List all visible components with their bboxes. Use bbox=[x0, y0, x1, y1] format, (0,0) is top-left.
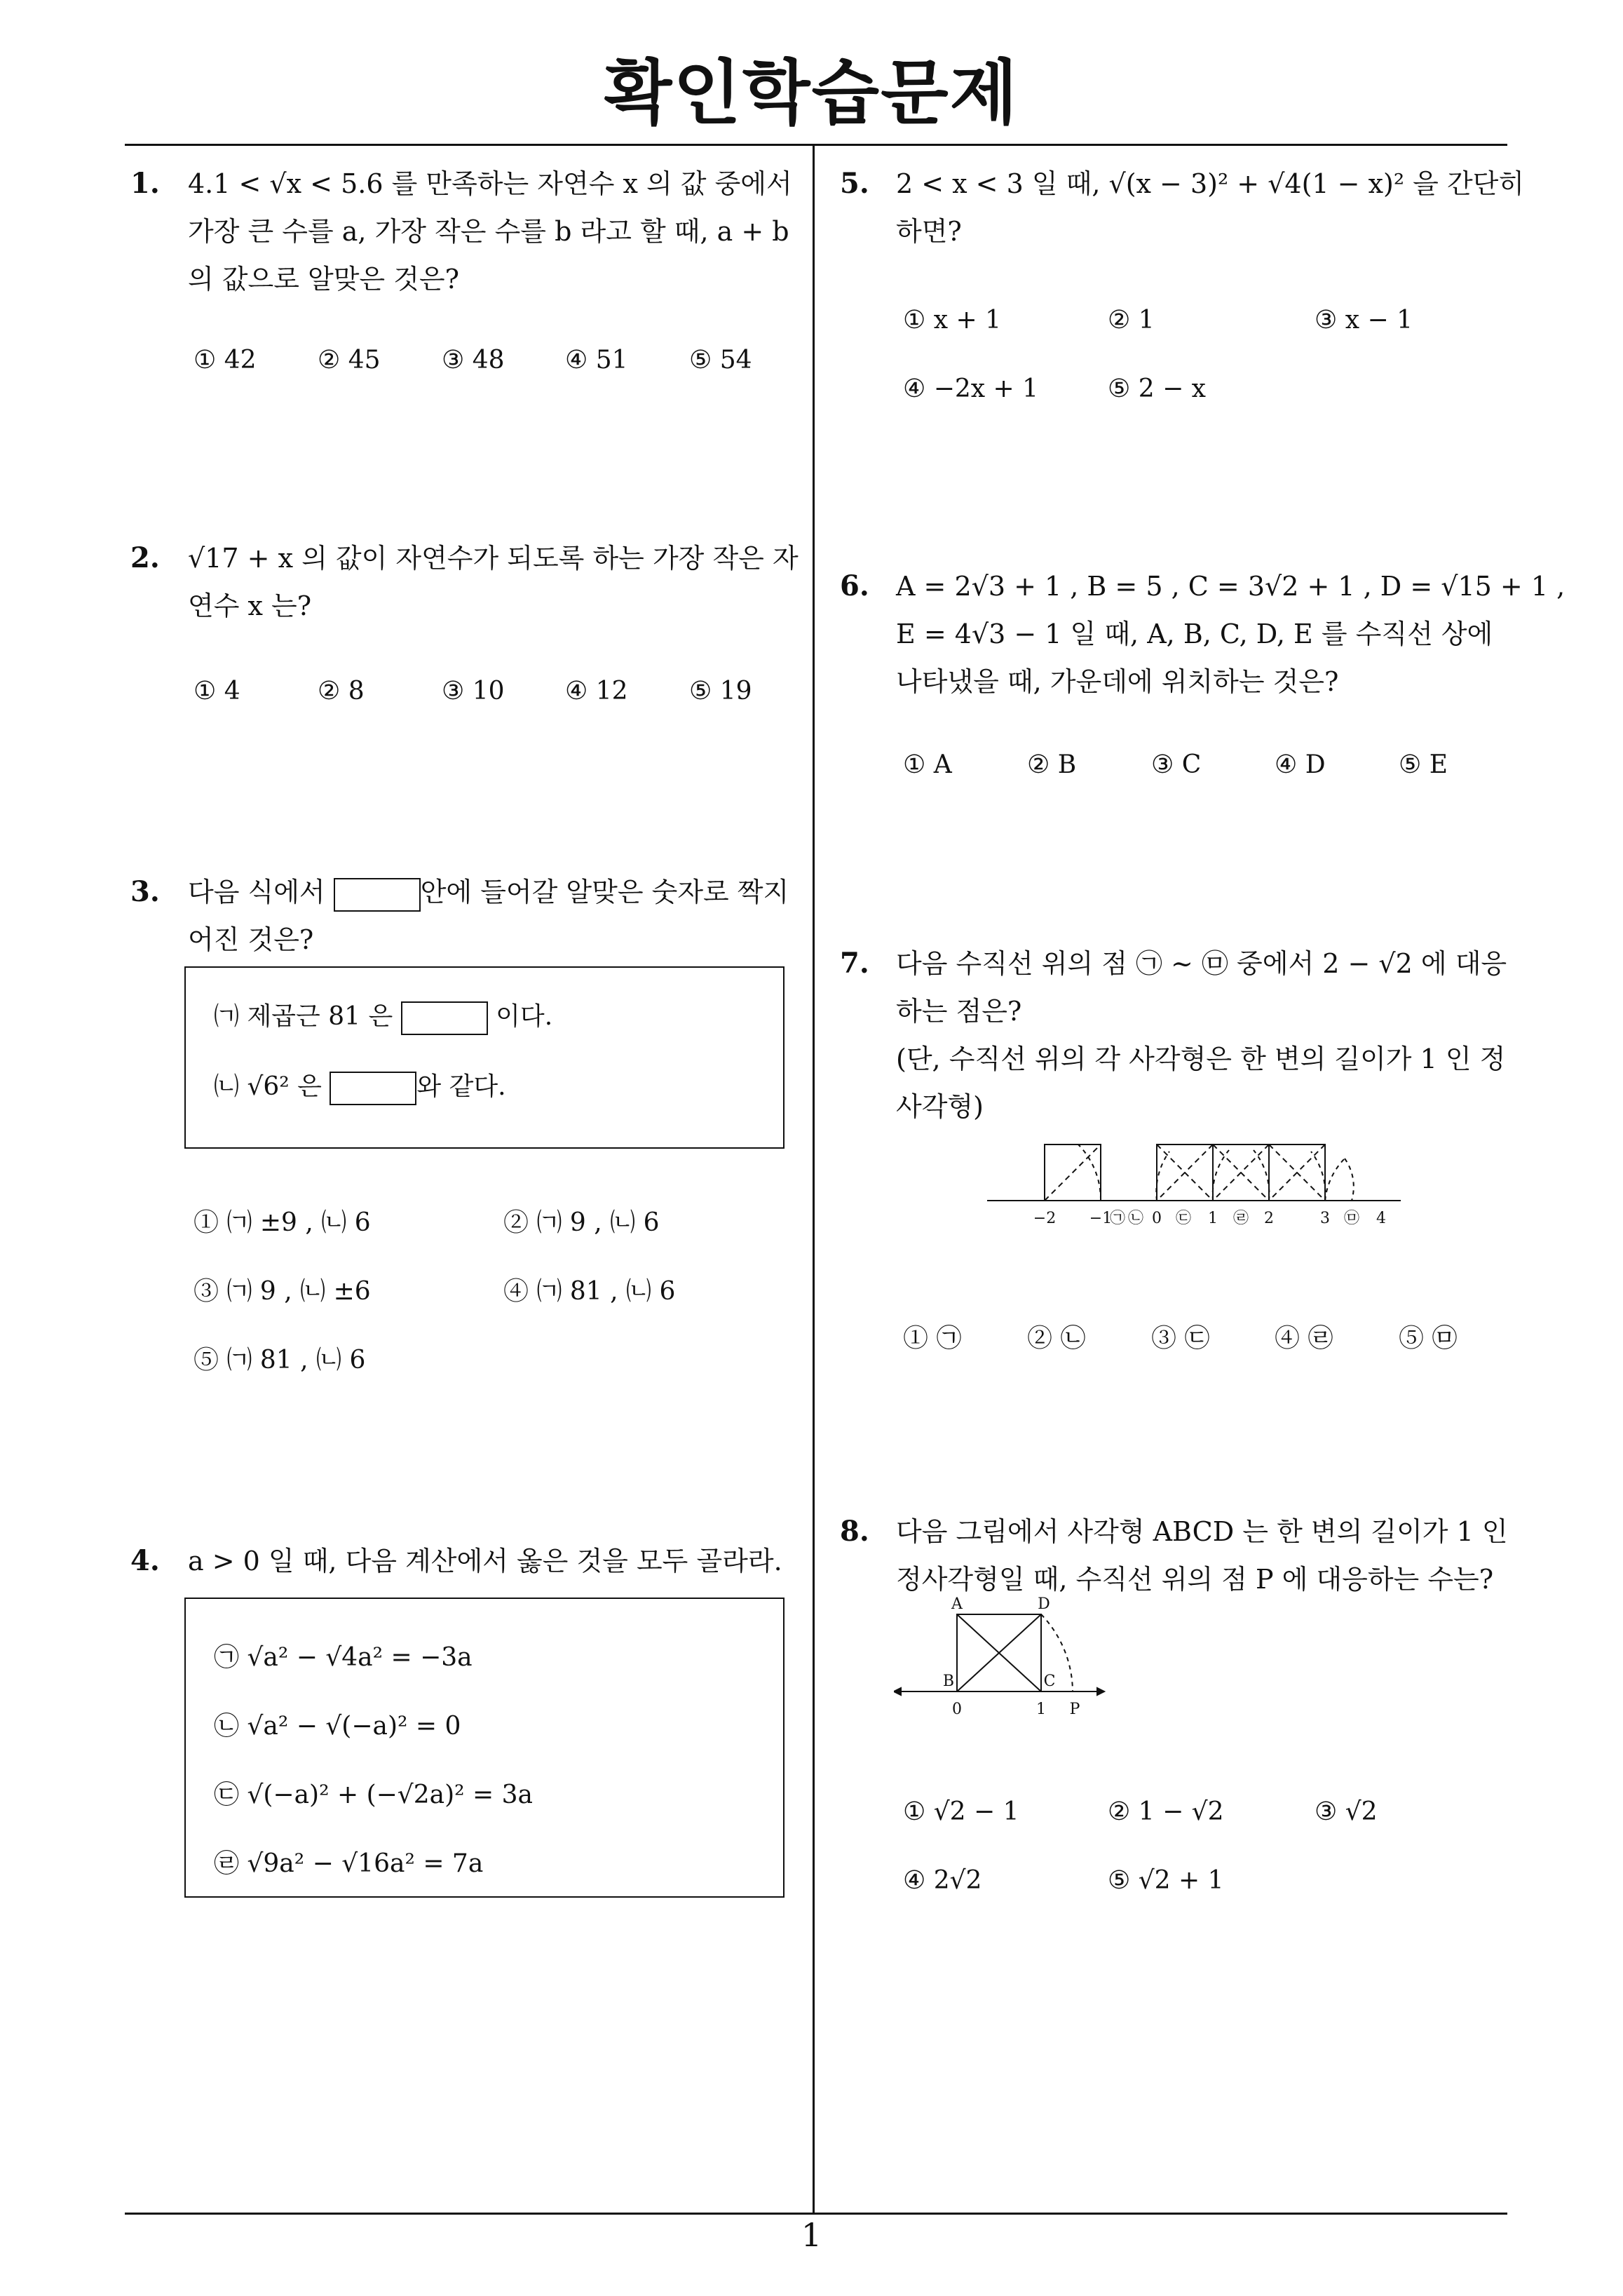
top-rule bbox=[125, 144, 1507, 146]
answer-blank bbox=[334, 878, 421, 912]
question-number: 1. bbox=[130, 167, 160, 200]
choice-1[interactable]: ① 42 bbox=[193, 346, 257, 374]
point-label: ㉠ bbox=[1109, 1210, 1126, 1227]
question-line: 연수 x 는? bbox=[188, 590, 312, 621]
choice-2[interactable]: ② 1 − √2 bbox=[1108, 1797, 1224, 1826]
question-number: 3. bbox=[130, 875, 160, 908]
question-text bbox=[896, 940, 1507, 1130]
question-line: 2 < x < 3 일 때, √(x − 3)² + √4(1 − x)² 을 간단히 bbox=[896, 168, 1525, 199]
question-line: 다음 수직선 위의 점 ㉠ ~ ㉤ 중에서 2 − √2 에 대응 bbox=[896, 948, 1507, 979]
tick-label: 1 bbox=[1036, 1701, 1046, 1718]
condition-box bbox=[184, 1598, 785, 1898]
choice-2[interactable]: ② ㈀ 9 , ㈁ 6 bbox=[503, 1208, 660, 1237]
choice-4[interactable]: ④ −2x + 1 bbox=[903, 374, 1039, 403]
bottom-rule bbox=[125, 2213, 1507, 2215]
choice-4[interactable]: ④ 2√2 bbox=[903, 1866, 982, 1895]
question-number: 7. bbox=[840, 947, 869, 980]
choice-1[interactable]: ① ㉠ bbox=[903, 1324, 962, 1353]
choice-2[interactable]: ② ㉡ bbox=[1027, 1324, 1086, 1353]
choice-3[interactable]: ③ ㈀ 9 , ㈁ ±6 bbox=[193, 1277, 371, 1306]
choice-2[interactable]: ② 8 bbox=[318, 677, 365, 705]
question-number: 5. bbox=[840, 167, 869, 200]
point-label: ㉡ bbox=[1127, 1210, 1144, 1227]
question-line: 어진 것은? bbox=[188, 924, 314, 955]
question-line: (단, 수직선 위의 각 사각형은 한 변의 길이가 1 인 정 bbox=[896, 1044, 1506, 1074]
choice-4[interactable]: ④ ㈀ 81 , ㈁ 6 bbox=[503, 1277, 676, 1306]
point-label: P bbox=[1069, 1701, 1080, 1718]
question-text bbox=[188, 534, 799, 630]
point-label: ㉢ bbox=[1175, 1210, 1192, 1227]
choice-5[interactable]: ⑤ 19 bbox=[689, 677, 752, 705]
choice-5[interactable]: ⑤ ㉤ bbox=[1399, 1324, 1458, 1353]
question-text bbox=[188, 868, 789, 964]
question-line: 하면? bbox=[896, 216, 962, 247]
point-label: ㉣ bbox=[1232, 1210, 1249, 1227]
page-number: 1 bbox=[801, 2216, 822, 2254]
choice-2[interactable]: ② 1 bbox=[1108, 306, 1155, 335]
square-figure bbox=[894, 1593, 1118, 1727]
question-line: 다음 그림에서 사각형 ABCD 는 한 변의 길이가 1 인 bbox=[896, 1516, 1508, 1547]
question-line: 정사각형일 때, 수직선 위의 점 P 에 대응하는 수는? bbox=[896, 1564, 1494, 1595]
choice-1[interactable]: ① 4 bbox=[193, 677, 240, 705]
tick-label: 2 bbox=[1264, 1210, 1274, 1227]
answer-blank bbox=[401, 1001, 488, 1035]
choice-3[interactable]: ③ 48 bbox=[442, 346, 505, 374]
tick-label: 3 bbox=[1320, 1210, 1330, 1227]
choice-1[interactable]: ① x + 1 bbox=[903, 306, 1001, 335]
question-line: 나타냈을 때, 가운데에 위치하는 것은? bbox=[896, 666, 1339, 697]
tick-label: 1 bbox=[1208, 1210, 1218, 1227]
choice-4[interactable]: ④ ㉣ bbox=[1275, 1324, 1333, 1353]
choice-5[interactable]: ⑤ E bbox=[1399, 750, 1448, 779]
question-number: 4. bbox=[130, 1544, 160, 1577]
vertex-label: C bbox=[1043, 1673, 1056, 1690]
condition-row: ㉣ √9a² − √16a² = 7a bbox=[214, 1849, 484, 1878]
condition-box bbox=[184, 966, 785, 1149]
question-text bbox=[188, 160, 792, 303]
tick-label: 0 bbox=[952, 1701, 962, 1718]
number-line-figure bbox=[987, 1137, 1401, 1236]
question-line: A = 2√3 + 1 , B = 5 , C = 3√2 + 1 , D = √15 + 1 , bbox=[896, 571, 1566, 602]
tick-label: −2 bbox=[1033, 1210, 1057, 1227]
tick-label: 4 bbox=[1376, 1210, 1386, 1227]
question-line: √17 + x 의 값이 자연수가 되도록 하는 가장 작은 자 bbox=[188, 543, 799, 574]
question-text bbox=[188, 1537, 782, 1585]
page-title: 확인학습문제 bbox=[604, 52, 1019, 134]
choice-1[interactable]: ① ㈀ ±9 , ㈁ 6 bbox=[193, 1208, 371, 1237]
tick-label: −1 bbox=[1089, 1210, 1113, 1227]
question-number: 2. bbox=[130, 541, 160, 574]
column-divider bbox=[813, 144, 815, 2214]
condition-row: ㉢ √(−a)² + (−√2a)² = 3a bbox=[214, 1781, 533, 1809]
question-line: 하는 점은? bbox=[896, 996, 1022, 1027]
question-line: 가장 큰 수를 a, 가장 작은 수를 b 라고 할 때, a + b bbox=[188, 216, 789, 247]
condition-row: ㈁ √6² 은 와 같다. bbox=[214, 1063, 506, 1111]
question-text bbox=[896, 562, 1565, 705]
choice-5[interactable]: ⑤ 54 bbox=[689, 346, 752, 374]
choice-5[interactable]: ⑤ ㈀ 81 , ㈁ 6 bbox=[193, 1346, 366, 1375]
choice-4[interactable]: ④ D bbox=[1275, 750, 1326, 779]
condition-row: ㉡ √a² − √(−a)² = 0 bbox=[214, 1712, 461, 1741]
choice-1[interactable]: ① A bbox=[903, 750, 952, 779]
point-label: ㉤ bbox=[1343, 1210, 1360, 1227]
question-text bbox=[896, 1508, 1508, 1603]
choice-3[interactable]: ③ √2 bbox=[1315, 1797, 1378, 1826]
vertex-label: B bbox=[942, 1673, 955, 1690]
condition-row: ㈀ 제곱근 81 은 이다. bbox=[214, 993, 552, 1041]
choice-1[interactable]: ① √2 − 1 bbox=[903, 1797, 1019, 1826]
choice-3[interactable]: ③ C bbox=[1151, 750, 1202, 779]
choice-5[interactable]: ⑤ 2 − x bbox=[1108, 374, 1206, 403]
answer-blank bbox=[330, 1072, 416, 1105]
question-line: a > 0 일 때, 다음 계산에서 옳은 것을 모두 골라라. bbox=[188, 1546, 782, 1576]
vertex-label: D bbox=[1038, 1595, 1050, 1613]
choice-3[interactable]: ③ x − 1 bbox=[1315, 306, 1413, 335]
question-line: 4.1 < √x < 5.6 를 만족하는 자연수 x 의 값 중에서 bbox=[188, 168, 792, 199]
choice-4[interactable]: ④ 12 bbox=[565, 677, 628, 705]
vertex-label: A bbox=[951, 1595, 963, 1613]
choice-4[interactable]: ④ 51 bbox=[565, 346, 628, 374]
tick-label: 0 bbox=[1152, 1210, 1162, 1227]
choice-5[interactable]: ⑤ √2 + 1 bbox=[1108, 1866, 1224, 1895]
question-number: 6. bbox=[840, 569, 869, 602]
question-line: 의 값으로 알맞은 것은? bbox=[188, 264, 459, 295]
condition-row: ㉠ √a² − √4a² = −3a bbox=[214, 1643, 473, 1672]
question-line: 사각형) bbox=[896, 1091, 984, 1122]
choice-3[interactable]: ③ 10 bbox=[442, 677, 505, 705]
choice-2[interactable]: ② B bbox=[1027, 750, 1077, 779]
choice-3[interactable]: ③ ㉢ bbox=[1151, 1324, 1210, 1353]
question-line: 다음 식에서 bbox=[188, 877, 325, 907]
question-line: 안에 들어갈 알맞은 숫자로 짝지 bbox=[420, 877, 789, 907]
choice-2[interactable]: ② 45 bbox=[318, 346, 381, 374]
question-text bbox=[896, 160, 1524, 255]
question-line: E = 4√3 − 1 일 때, A, B, C, D, E 를 수직선 상에 bbox=[896, 619, 1493, 649]
question-number: 8. bbox=[840, 1515, 869, 1548]
